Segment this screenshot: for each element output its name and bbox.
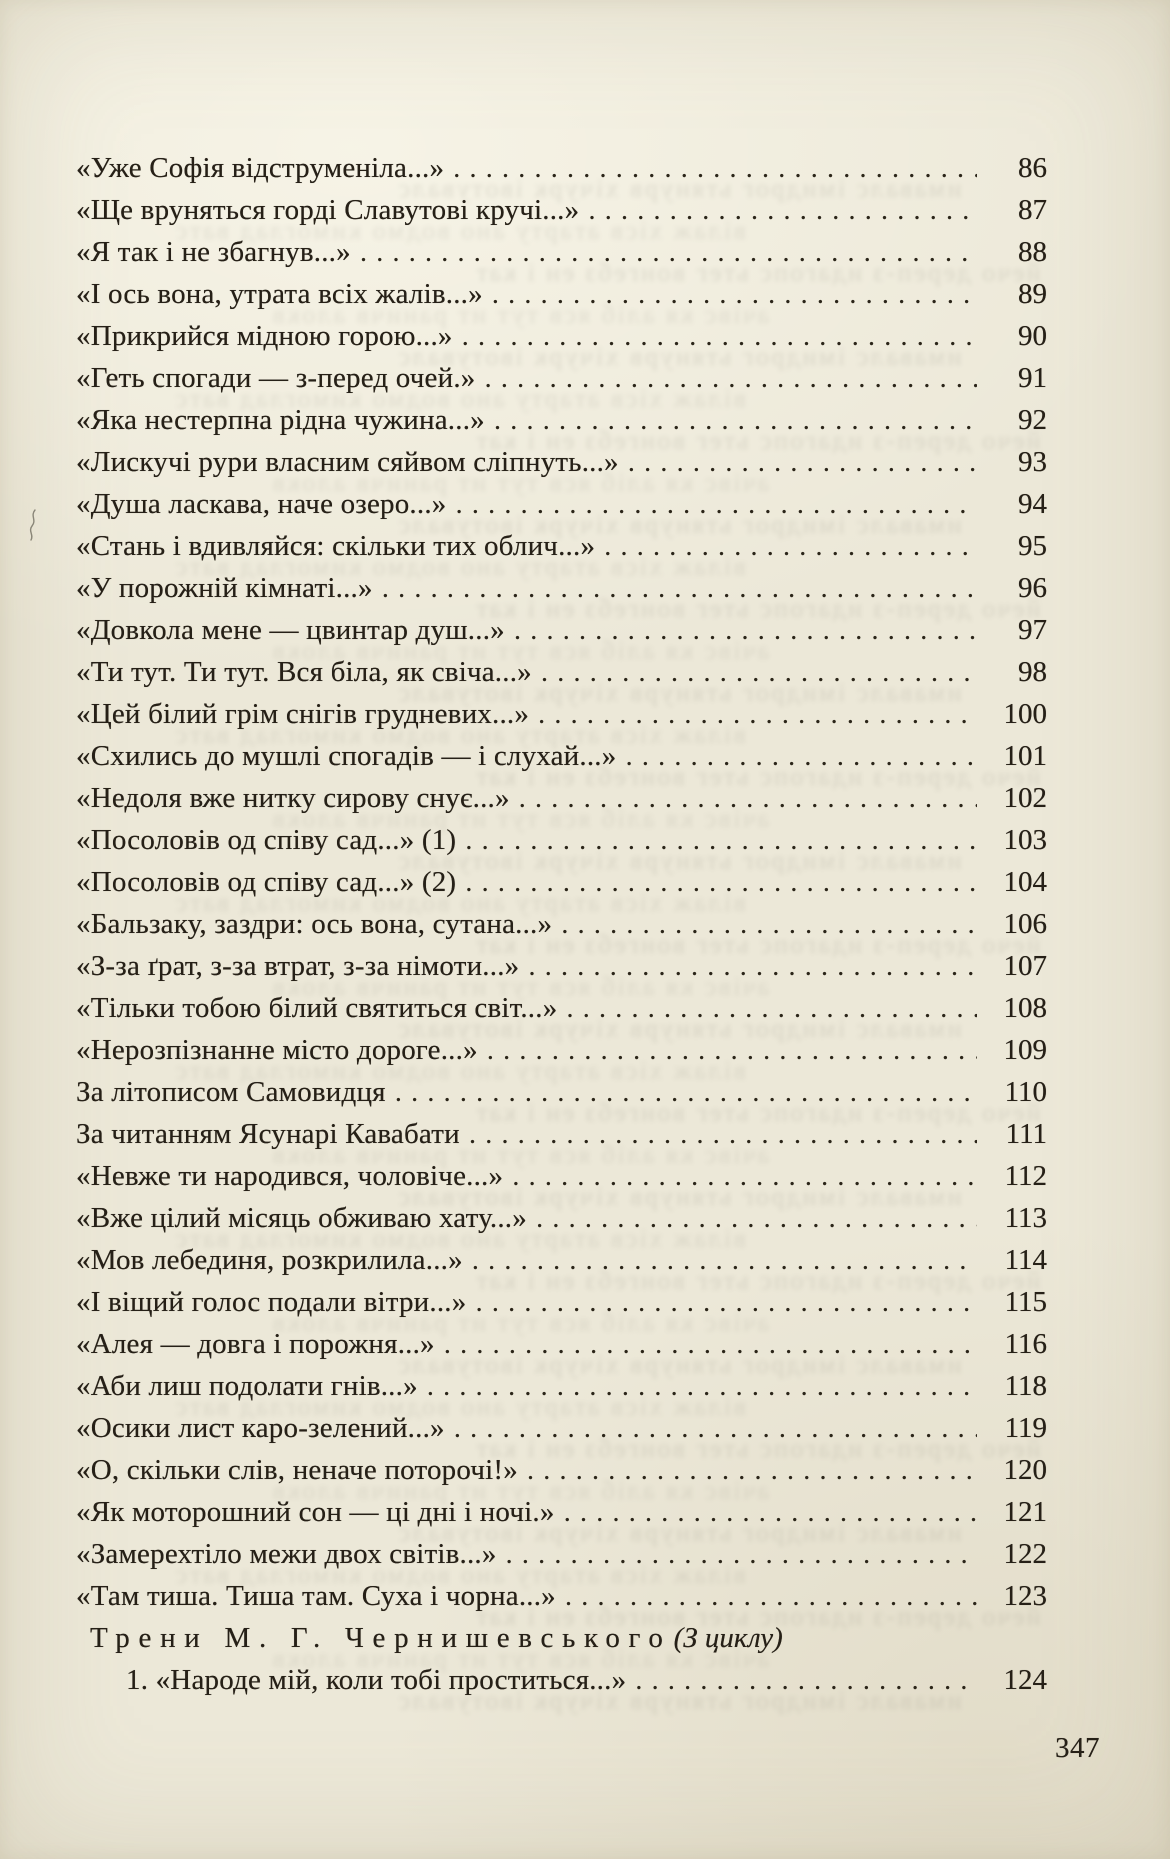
dotted-leader xyxy=(564,1491,977,1533)
toc-entry-title: йечо дереп-з идагопс ьтег вонгебз ен і кат «Там тиша. Тиша там. Суха і чорна...» xyxy=(76,1580,556,1612)
toc-entry xyxy=(76,1239,1047,1281)
toc-entry-page-number: 119 xyxy=(1004,1412,1047,1444)
toc-entry xyxy=(76,147,1047,189)
toc-entry-title: вілаж хісв атарту ано водмо кимоглад ватс «Цей білий грім снігів грудневих...» xyxy=(76,698,530,730)
dotted-leader xyxy=(487,1029,977,1071)
dotted-leader xyxy=(541,651,977,693)
toc-entry-title: йечо дереп-з идагопс ьтег вонгебз ен і кат «Я так і не збагнув...» xyxy=(76,236,351,268)
toc-entry-title: имавалс імидрог ьтянурв хічурк івотувалс «Як моторошний сон — ці дні і ночі.» xyxy=(76,1496,555,1528)
dotted-leader xyxy=(492,273,977,315)
toc-entry-title: имавалс імидрог ьтянурв хічурк івотувалс «Душа ласкава, наче озеро...» xyxy=(76,488,447,520)
toc-entry-page-number: 102 xyxy=(1003,782,1047,814)
toc-entry-title: имавалс імидрог ьтянурв хічурк івотувалс «Невже ти народився, чоловіче...» xyxy=(76,1160,504,1192)
toc-entry-title: йечо дереп-з идагопс ьтег вонгебз ен і кат «У порожній кімнаті...» xyxy=(76,572,373,604)
toc-entry-page-number: 101 xyxy=(1003,740,1047,772)
toc-entry xyxy=(76,1029,1047,1071)
toc-entry-page-number: 124 xyxy=(1003,1664,1047,1696)
dotted-leader xyxy=(561,903,977,945)
toc-entry-page-number: 120 xyxy=(1003,1454,1047,1486)
table-of-contents xyxy=(76,147,1047,1701)
toc-entry-page-number: 97 xyxy=(1018,614,1047,646)
toc-entry-title: имавалс імидрог ьтянурв хічурк івотувалс «Тільки тобою білий святиться світ...» xyxy=(76,992,558,1024)
toc-entry-title: имавалс імидрог ьтянурв хічурк івотувалс 1. «Народе мій, коли тобі проститься...» xyxy=(126,1664,627,1696)
toc-entry-page-number: 94 xyxy=(1018,488,1047,520)
toc-entry-title: ачівс кя аліб ясв тут ит раничв алокв Трени М. Г. Чернишевського xyxy=(90,1622,672,1654)
toc-entry xyxy=(76,399,1047,441)
toc-entry-page-number: 121 xyxy=(1003,1496,1047,1528)
dotted-leader xyxy=(514,609,977,651)
toc-entry xyxy=(76,903,1047,945)
dotted-leader xyxy=(506,1533,977,1575)
toc-entry-title: вілаж хісв атарту ано водмо кимоглад ватс «Аби лиш подолати гнів...» xyxy=(76,1370,418,1402)
toc-entry-page-number: 109 xyxy=(1003,1034,1047,1066)
toc-entry-title: ачівс кя аліб ясв тут ит раничв алокв «І ось вона, утрата всіх жалів...» xyxy=(76,278,483,310)
toc-heading-note: (З циклу) xyxy=(673,1622,783,1654)
dotted-leader xyxy=(360,231,977,273)
toc-entry-title: вілаж хісв атарту ано водмо кимоглад ватс «Ще вруняться горді Славутові кручі...» xyxy=(76,194,580,226)
dotted-leader xyxy=(465,861,977,903)
toc-entry-title: имавалс імидрог ьтянурв хічурк івотувалс «Прикрийся мідною горою...» xyxy=(76,320,453,352)
toc-entry-page-number: 116 xyxy=(1004,1328,1047,1360)
toc-entry-title: ачівс кя аліб ясв тут ит раничв алокв «О, скільки слів, неначе поторочі!» xyxy=(76,1454,518,1486)
dotted-leader xyxy=(527,1449,977,1491)
toc-entry xyxy=(76,315,1047,357)
page-footer xyxy=(1055,1732,1100,1765)
dotted-leader xyxy=(484,357,977,399)
dotted-leader xyxy=(588,189,977,231)
toc-entry-title: ачівс кя аліб ясв тут ит раничв алокв «Довкола мене — цвинтар душ...» xyxy=(76,614,505,646)
dotted-leader xyxy=(475,1281,977,1323)
toc-entry-title: йечо дереп-з идагопс ьтег вонгебз ен і кат «Бальзаку, заздри: ось вона, сутана...» xyxy=(76,908,553,940)
dotted-leader xyxy=(635,1659,977,1701)
toc-entry-page-number: 91 xyxy=(1018,362,1047,394)
toc-entry xyxy=(76,777,1047,819)
dotted-leader xyxy=(628,441,977,483)
dotted-leader xyxy=(528,945,977,987)
dotted-leader xyxy=(455,483,977,525)
toc-entry xyxy=(76,525,1047,567)
toc-section-heading xyxy=(76,1617,1047,1659)
toc-entry-title: имавалс імидрог ьтянурв хічурк івотувалс «Алея — довга і порожня...» xyxy=(76,1328,435,1360)
toc-entry xyxy=(76,1449,1047,1491)
dotted-leader xyxy=(565,1575,977,1617)
toc-entry-page-number: 96 xyxy=(1018,572,1047,604)
toc-entry xyxy=(76,987,1047,1029)
toc-entry-page-number: 110 xyxy=(1004,1076,1047,1108)
toc-entry-title: йечо дереп-з идагопс ьтег вонгебз ен і кат «Мов лебединя, розкрилила...» xyxy=(76,1244,463,1276)
toc-entry-page-number: 98 xyxy=(1018,656,1047,688)
toc-entry-page-number: 93 xyxy=(1018,446,1047,478)
toc-entry-title: ачівс кя аліб ясв тут ит раничв алокв «Лискучі рури власним сяйвом сліпнуть...» xyxy=(76,446,619,478)
toc-entry-page-number: 112 xyxy=(1004,1160,1047,1192)
toc-entry-title: йечо дереп-з идагопс ьтег вонгебз ен і кат «Осики лист каро-зелений...» xyxy=(76,1412,445,1444)
toc-entry-title: ачівс кя аліб ясв тут ит раничв алокв «Недоля вже нитку сирову снує...» xyxy=(76,782,510,814)
toc-entry xyxy=(76,231,1047,273)
toc-entry-page-number: 113 xyxy=(1004,1202,1047,1234)
toc-entry-page-number: 86 xyxy=(1018,152,1047,184)
toc-entry-title: йечо дереп-з идагопс ьтег вонгебз ен і кат За літописом Самовидця xyxy=(76,1076,386,1108)
dotted-leader xyxy=(395,1071,977,1113)
dotted-leader xyxy=(454,1407,977,1449)
toc-entry-page-number: 111 xyxy=(1005,1118,1047,1150)
toc-entry-page-number: 87 xyxy=(1018,194,1047,226)
toc-entry xyxy=(76,1281,1047,1323)
toc-entry-title: имавалс імидрог ьтянурв хічурк івотувалс «Посоловів од співу сад...» (1) xyxy=(76,824,457,856)
toc-entry xyxy=(76,483,1047,525)
toc-entry-title: имавалс імидрог ьтянурв хічурк івотувалс «Ти тут. Ти тут. Вся біла, як свіча...» xyxy=(76,656,532,688)
stray-squiggle-icon xyxy=(25,508,41,542)
dotted-leader xyxy=(536,1197,977,1239)
toc-entry-title: вілаж хісв атарту ано водмо кимоглад ватс «Нерозпізнанне місто дороге...» xyxy=(76,1034,478,1066)
dotted-leader xyxy=(472,1239,977,1281)
toc-entry-page-number: 114 xyxy=(1004,1244,1047,1276)
toc-entry xyxy=(76,1575,1047,1617)
toc-entry-page-number: 89 xyxy=(1018,278,1047,310)
toc-entry xyxy=(76,1323,1047,1365)
toc-entry-title: вілаж хісв атарту ано водмо кимоглад ватс «Вже цілий місяць обживаю хату...» xyxy=(76,1202,527,1234)
dotted-leader xyxy=(453,147,977,189)
toc-entry xyxy=(76,861,1047,903)
toc-entry xyxy=(76,1659,1047,1701)
toc-entry-page-number: 90 xyxy=(1018,320,1047,352)
toc-entry-page-number: 115 xyxy=(1004,1286,1047,1318)
toc-entry-page-number: 107 xyxy=(1003,950,1047,982)
toc-entry xyxy=(76,651,1047,693)
toc-entry xyxy=(76,1533,1047,1575)
toc-entry-title: вілаж хісв атарту ано водмо кимоглад ватс «Замерехтіло межи двох світів...» xyxy=(76,1538,497,1570)
toc-entry xyxy=(76,693,1047,735)
toc-entry-title: вілаж хісв атарту ано водмо кимоглад ватс «Геть спогади — з-перед очей.» xyxy=(76,362,476,394)
toc-entry xyxy=(76,1071,1047,1113)
dotted-leader xyxy=(427,1365,977,1407)
dotted-leader xyxy=(444,1323,977,1365)
toc-entry-page-number: 106 xyxy=(1003,908,1047,940)
toc-entry-page-number: 108 xyxy=(1003,992,1047,1024)
dotted-leader xyxy=(625,735,977,777)
dotted-leader xyxy=(469,1113,977,1155)
toc-entry-title: вілаж хісв атарту ано водмо кимоглад ватс «Посоловів од співу сад...» (2) xyxy=(76,866,457,898)
toc-entry xyxy=(76,945,1047,987)
dotted-leader xyxy=(604,525,977,567)
toc-entry-page-number: 118 xyxy=(1004,1370,1047,1402)
toc-entry-page-number: 88 xyxy=(1018,236,1047,268)
dotted-leader xyxy=(512,1155,977,1197)
toc-entry-title: ачівс кя аліб ясв тут ит раничв алокв «З-за ґрат, з-за втрат, з-за німоти...» xyxy=(76,950,520,982)
toc-entry xyxy=(76,1407,1047,1449)
toc-entry-page-number: 104 xyxy=(1003,866,1047,898)
toc-entry xyxy=(76,1365,1047,1407)
dotted-leader xyxy=(462,315,977,357)
toc-entry-title: имавалс імидрог ьтянурв хічурк івотувалс «Уже Софія відструменіла...» xyxy=(76,152,445,184)
dotted-leader xyxy=(465,819,977,861)
stray-ink-mark xyxy=(25,508,41,547)
toc-entry-page-number: 103 xyxy=(1003,824,1047,856)
toc-entry-page-number: 92 xyxy=(1018,404,1047,436)
toc-entry xyxy=(76,609,1047,651)
toc-entry xyxy=(76,819,1047,861)
toc-entry-page-number: 123 xyxy=(1003,1580,1047,1612)
dotted-leader xyxy=(566,987,977,1029)
toc-entry xyxy=(76,189,1047,231)
toc-entry-title: ачівс кя аліб ясв тут ит раничв алокв За читанням Ясунарі Кавабати xyxy=(76,1118,460,1150)
toc-entry xyxy=(76,1113,1047,1155)
toc-entry xyxy=(76,735,1047,777)
toc-entry xyxy=(76,567,1047,609)
toc-entry xyxy=(76,1491,1047,1533)
toc-entry xyxy=(76,1155,1047,1197)
toc-entry-title: йечо дереп-з идагопс ьтег вонгебз ен і кат «Яка нестерпна рідна чужина...» xyxy=(76,404,485,436)
folio-page-number: 347 xyxy=(1055,1732,1100,1764)
dotted-leader xyxy=(519,777,977,819)
toc-entry-page-number: 122 xyxy=(1003,1538,1047,1570)
toc-entry xyxy=(76,273,1047,315)
toc-entry-title: вілаж хісв атарту ано водмо кимоглад ватс «Стань і вдивляйся: скільки тих облич...» xyxy=(76,530,596,562)
dotted-leader xyxy=(494,399,977,441)
toc-entry xyxy=(76,357,1047,399)
toc-entry-title: ачівс кя аліб ясв тут ит раничв алокв «І віщий голос подали вітри...» xyxy=(76,1286,467,1318)
toc-entry-title: йечо дереп-з идагопс ьтег вонгебз ен і кат «Схились до мушлі спогадів — і слухай...» xyxy=(76,740,617,772)
toc-entry xyxy=(76,441,1047,483)
dotted-leader xyxy=(538,693,977,735)
toc-entry xyxy=(76,1197,1047,1239)
toc-entry-page-number: 95 xyxy=(1018,530,1047,562)
dotted-leader xyxy=(382,567,977,609)
toc-entry-page-number: 100 xyxy=(1003,698,1047,730)
